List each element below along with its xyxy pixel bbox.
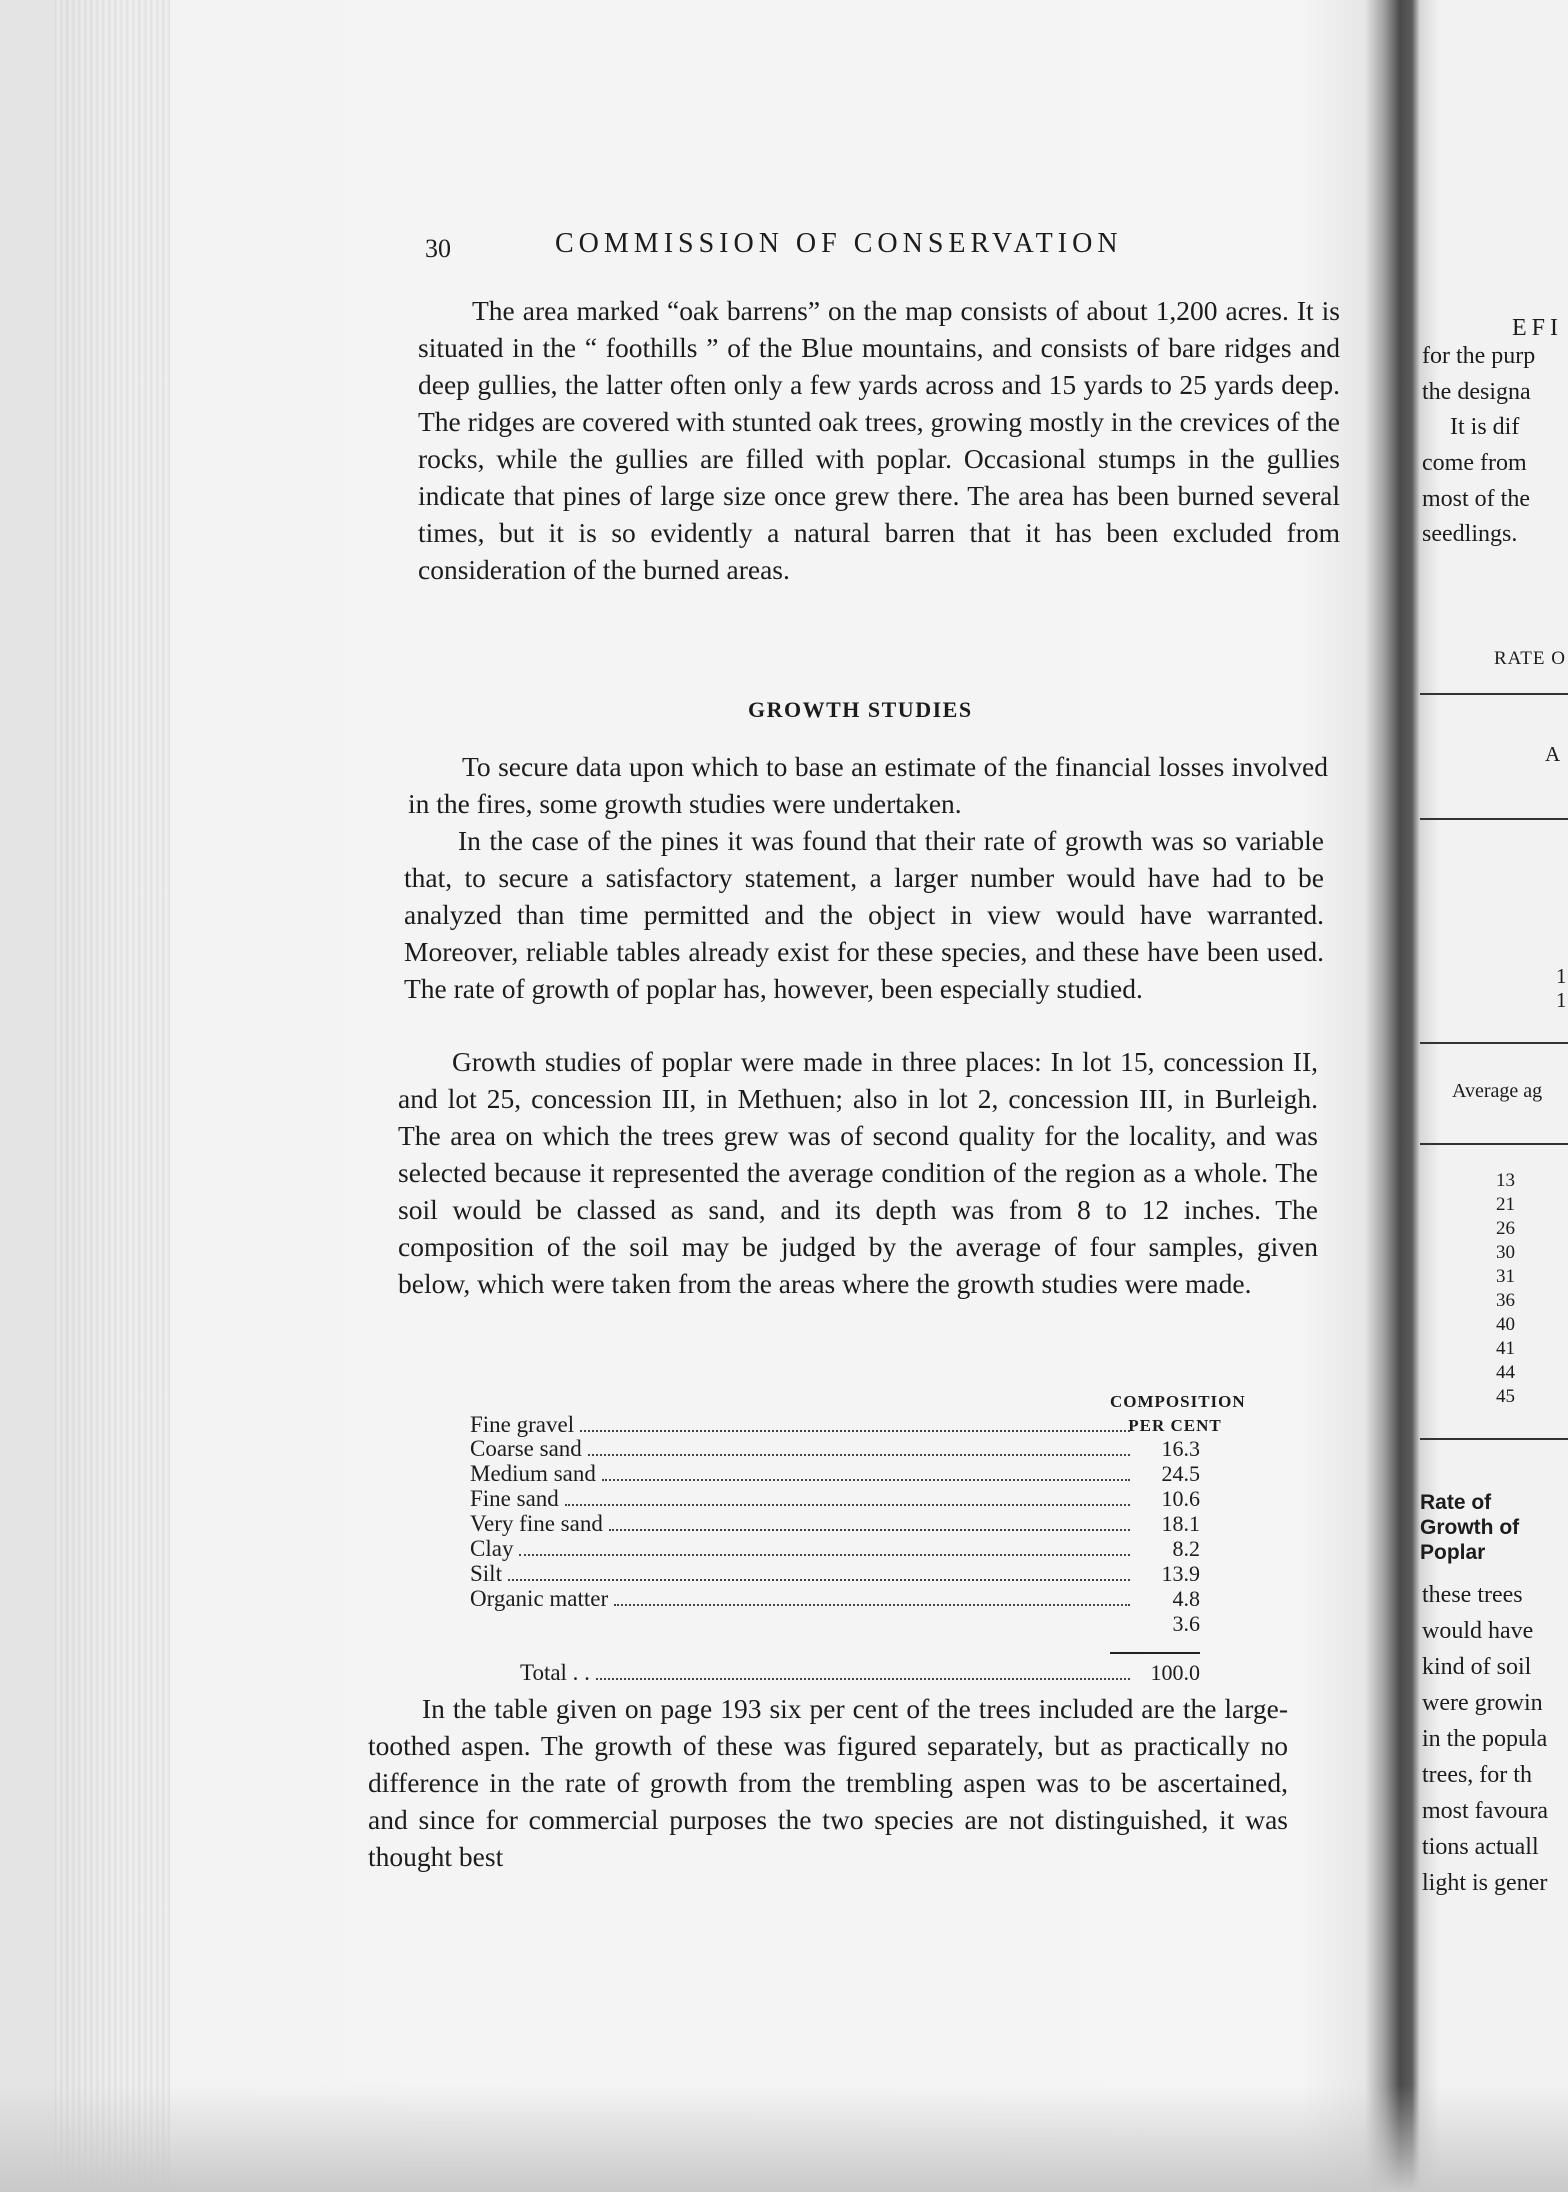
paragraph-large-toothed-aspen: In the table given on page 193 six per cent of the trees included are the large-toothed aspen. The growth of these was figured separately, but as practically no difference in the rate of growth from the trembling aspen was to be ascertained, and since for commercial purposes the two species are not distinguished, it was thought best: [368, 1693, 1288, 1872]
row-label: Fine sand: [470, 1486, 559, 1511]
right-table-rule: [1420, 1042, 1568, 1044]
right-age: 36: [1496, 1290, 1515, 1311]
right-table-rule: [1420, 1143, 1568, 1145]
right-age: 26: [1496, 1218, 1515, 1239]
right-age: 44: [1496, 1362, 1515, 1383]
table-row: [470, 1561, 1200, 1586]
column-header-line-2: PER CENT: [1128, 1416, 1222, 1435]
margin-note: [1420, 1490, 1519, 1565]
margin-note-line: Growth of: [1420, 1516, 1520, 1539]
column-header-line-1: COMPOSITION: [1110, 1392, 1246, 1411]
right-age: 31: [1496, 1266, 1515, 1287]
row-value: 18.1: [1161, 1511, 1200, 1536]
right-table-rule: [1420, 818, 1568, 820]
right-table-rule: [1420, 693, 1568, 695]
row-value: 8.2: [1172, 1536, 1200, 1561]
table-row: [470, 1611, 1200, 1636]
paragraph-oak-barrens: The area marked “oak barrens” on the map consists of about 1,200 acres. It is situated in the “ foothills ” of the Blue mountains, and consists of bare ridges and deep gullies, the latter often only a few yards across and 15 yards to 25 yards deep. The ridges are covered with stunted oak trees, growing mostly in the crevices of the rocks, while the gullies are filled with poplar. Occasional stumps in the gullies indicate that pines of large size once grew there. The area has been burned several times, but it is so evidently a natural barren that it has been excluded from consideration of the burned areas.: [418, 295, 1340, 585]
soil-composition-table: [470, 1390, 1250, 1690]
row-label: Medium sand: [470, 1461, 596, 1486]
right-text-line: in the popula: [1422, 1726, 1548, 1752]
right-age: 30: [1496, 1242, 1515, 1263]
right-text-line: come from: [1422, 450, 1527, 476]
right-age: 21: [1496, 1194, 1515, 1215]
right-age: 40: [1496, 1314, 1515, 1335]
table-row: [470, 1536, 1200, 1561]
row-value: 24.5: [1161, 1461, 1200, 1486]
right-text-line: kind of soil: [1422, 1654, 1532, 1680]
right-text-line: tions actuall: [1422, 1834, 1539, 1860]
right-average-label: Average ag: [1452, 1080, 1543, 1102]
running-head: COMMISSION OF CONSERVATION: [555, 228, 1123, 259]
right-col-head: A: [1545, 742, 1561, 766]
right-text-line: most of the: [1422, 486, 1530, 512]
row-value: 4.8: [1172, 1586, 1200, 1611]
row-value: 16.3: [1161, 1436, 1200, 1461]
right-number: 1: [1556, 964, 1567, 988]
bottom-shadow: [0, 2085, 1568, 2192]
table-row: [470, 1586, 1200, 1611]
row-label: Silt: [470, 1561, 502, 1586]
total-label: Total . .: [520, 1660, 590, 1685]
right-age: 41: [1496, 1338, 1515, 1359]
right-page-fragment: [1420, 0, 1568, 2192]
right-running-head: EFI: [1512, 315, 1563, 341]
paragraph-growth-studies: Growth studies of poplar were made in three places: In lot 15, concession II, and lot 25, concession III, in Methuen; also in lot 2, concession III, in Burleigh. The area on which the trees grew was of second quality for the locality, and was selected because it represented the average condition of the region as a whole. The soil would be classed as sand, and its depth was from 8 to 12 inches. The composition of the soil may be judged by the average of four samples, given below, which were taken from the areas where the growth studies were made.: [398, 1046, 1318, 1299]
table-total-row: [520, 1660, 1200, 1686]
row-label: Clay: [470, 1536, 514, 1561]
table-row: [470, 1511, 1200, 1536]
section-heading: GROWTH STUDIES: [748, 697, 973, 722]
page-number: 30: [425, 234, 451, 263]
table-row: [470, 1436, 1200, 1461]
right-table-rule: [1420, 1438, 1568, 1440]
page-header: [425, 228, 1330, 270]
right-table-title: RATE O: [1494, 648, 1566, 669]
right-age: 13: [1496, 1170, 1515, 1191]
row-value: 13.9: [1161, 1561, 1200, 1586]
margin-note-line: Poplar: [1420, 1541, 1486, 1564]
row-label: Organic matter: [470, 1586, 609, 1611]
table-row: [470, 1412, 1200, 1437]
table-row: [470, 1486, 1200, 1511]
total-rule: [1110, 1652, 1200, 1654]
right-text-line: these trees: [1422, 1582, 1523, 1608]
right-text-line: trees, for th: [1422, 1762, 1532, 1788]
row-label: Coarse sand: [470, 1436, 582, 1461]
right-text-line: for the purp: [1422, 343, 1536, 369]
right-age: 45: [1496, 1386, 1515, 1407]
row-value: 10.6: [1161, 1486, 1200, 1511]
margin-note-line: Rate of: [1420, 1491, 1492, 1514]
row-label: Very fine sand: [470, 1511, 603, 1536]
right-text-line: were growin: [1422, 1690, 1543, 1716]
paragraph-pines: In the case of the pines it was found that their rate of growth was so variable that, to secure a satisfactory statement, a larger number would have had to be analyzed than time permitted and the object in view would have warranted. Moreover, reliable tables already exist for these species, and these have been used. The rate of growth of poplar has, however, been especially studied.: [404, 825, 1324, 1004]
right-text-line: most favoura: [1422, 1798, 1548, 1824]
row-value: 3.6: [1172, 1611, 1200, 1636]
right-number: 1: [1556, 988, 1567, 1012]
paragraph-secure-data: To secure data upon which to base an estimate of the financial losses involved in the fires, some growth studies were undertaken.: [408, 751, 1328, 819]
right-text-line: light is gener: [1422, 1870, 1548, 1896]
total-value: 100.0: [1150, 1660, 1200, 1685]
right-text-line: seedlings.: [1422, 521, 1518, 547]
right-text-line: would have: [1422, 1618, 1534, 1644]
right-text-line: It is dif: [1450, 414, 1520, 440]
row-label: Fine gravel: [470, 1412, 575, 1437]
right-text-line: the designa: [1422, 379, 1531, 405]
table-row: [470, 1461, 1200, 1486]
